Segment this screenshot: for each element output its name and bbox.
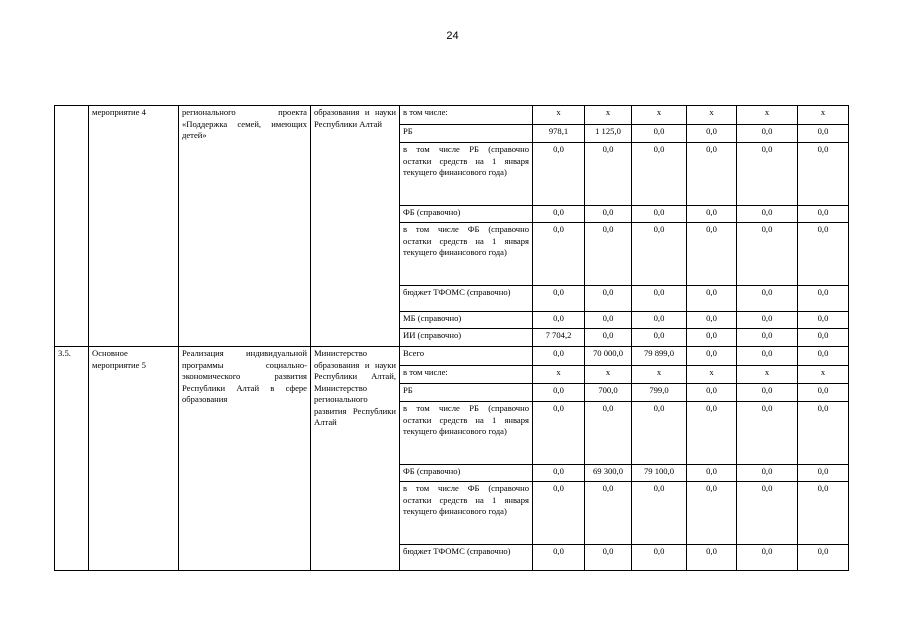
value-cell: 70 000,0 xyxy=(585,347,632,366)
page-number: 24 xyxy=(446,30,459,42)
value-cell: 0,0 xyxy=(585,545,632,571)
value-cell: 0,0 xyxy=(798,223,849,286)
value-cell: 978,1 xyxy=(533,125,585,143)
value-cell: 0,0 xyxy=(798,143,849,206)
value-cell: x xyxy=(632,106,687,125)
value-cell: 0,0 xyxy=(687,125,737,143)
value-cell: x xyxy=(737,366,798,384)
source-cell: в том числе: xyxy=(400,106,533,125)
value-cell: 0,0 xyxy=(687,286,737,312)
value-cell: 0,0 xyxy=(533,312,585,329)
value-cell: 0,0 xyxy=(737,402,798,465)
value-cell: 0,0 xyxy=(687,347,737,366)
source-cell: в том числе ФБ (справочно остатки средств на 1 января текущего финансового года) xyxy=(400,482,533,545)
value-cell: 0,0 xyxy=(798,465,849,482)
value-cell: 0,0 xyxy=(585,286,632,312)
value-cell: 0,0 xyxy=(798,347,849,366)
value-cell: 7 704,2 xyxy=(533,329,585,347)
value-cell: 0,0 xyxy=(798,384,849,402)
value-cell: 0,0 xyxy=(585,206,632,223)
source-cell: МБ (справочно) xyxy=(400,312,533,329)
table-row xyxy=(55,106,849,125)
value-cell: 0,0 xyxy=(798,329,849,347)
item-name: Основное мероприятие 5 xyxy=(89,347,179,571)
value-cell: 0,0 xyxy=(798,545,849,571)
value-cell: 0,0 xyxy=(687,223,737,286)
value-cell: 0,0 xyxy=(533,465,585,482)
value-cell: 0,0 xyxy=(798,206,849,223)
value-cell: 0,0 xyxy=(533,384,585,402)
value-cell: x xyxy=(687,106,737,125)
value-cell: x xyxy=(632,366,687,384)
value-cell: 0,0 xyxy=(585,143,632,206)
item-name: мероприятие 4 xyxy=(89,106,179,347)
value-cell: 0,0 xyxy=(737,329,798,347)
value-cell: 79 899,0 xyxy=(632,347,687,366)
source-cell: ФБ (справочно) xyxy=(400,465,533,482)
value-cell: x xyxy=(533,366,585,384)
value-cell: 0,0 xyxy=(737,545,798,571)
value-cell: 0,0 xyxy=(687,465,737,482)
value-cell: 0,0 xyxy=(798,312,849,329)
source-cell: РБ xyxy=(400,384,533,402)
value-cell: x xyxy=(798,106,849,125)
table-row xyxy=(55,347,849,366)
value-cell: 0,0 xyxy=(632,125,687,143)
table-body xyxy=(55,106,849,571)
value-cell: 0,0 xyxy=(632,143,687,206)
value-cell: 0,0 xyxy=(737,286,798,312)
value-cell: 0,0 xyxy=(798,482,849,545)
source-cell: Всего xyxy=(400,347,533,366)
value-cell: x xyxy=(585,106,632,125)
source-cell: в том числе: xyxy=(400,366,533,384)
value-cell: x xyxy=(687,366,737,384)
value-cell: x xyxy=(737,106,798,125)
source-cell: в том числе ФБ (справочно остатки средств на 1 января текущего финансового года) xyxy=(400,223,533,286)
value-cell: 0,0 xyxy=(533,286,585,312)
value-cell: 0,0 xyxy=(737,347,798,366)
value-cell: 0,0 xyxy=(687,482,737,545)
value-cell: 79 100,0 xyxy=(632,465,687,482)
value-cell: 0,0 xyxy=(737,206,798,223)
value-cell: x xyxy=(585,366,632,384)
value-cell: 0,0 xyxy=(585,312,632,329)
value-cell: 0,0 xyxy=(798,286,849,312)
value-cell: 0,0 xyxy=(632,329,687,347)
value-cell: 799,0 xyxy=(632,384,687,402)
value-cell: 0,0 xyxy=(585,402,632,465)
item-description: Реализация индивидуальной программы социально-экономического развития Республики Алтай в сфере образования xyxy=(179,347,311,571)
source-cell: ФБ (справочно) xyxy=(400,206,533,223)
value-cell: 0,0 xyxy=(687,206,737,223)
item-executor: образования и науки Республики Алтай xyxy=(311,106,400,347)
source-cell: в том числе РБ (справочно остатки средств на 1 января текущего финансового года) xyxy=(400,402,533,465)
value-cell: 0,0 xyxy=(687,143,737,206)
source-cell: ИИ (справочно) xyxy=(400,329,533,347)
value-cell: 0,0 xyxy=(632,206,687,223)
value-cell: 0,0 xyxy=(737,384,798,402)
value-cell: 0,0 xyxy=(632,482,687,545)
value-cell: 0,0 xyxy=(798,402,849,465)
value-cell: 0,0 xyxy=(798,125,849,143)
value-cell: 0,0 xyxy=(687,312,737,329)
value-cell: 0,0 xyxy=(632,402,687,465)
value-cell: 0,0 xyxy=(687,402,737,465)
item-executor: Министерство образования и науки Республики Алтай, Министерство регионального развития Республики Алтай xyxy=(311,347,400,571)
value-cell: 0,0 xyxy=(687,545,737,571)
value-cell: 0,0 xyxy=(533,482,585,545)
budget-table xyxy=(54,105,849,571)
value-cell: 0,0 xyxy=(737,482,798,545)
value-cell: 700,0 xyxy=(585,384,632,402)
value-cell: 0,0 xyxy=(533,347,585,366)
value-cell: 0,0 xyxy=(632,223,687,286)
value-cell: 0,0 xyxy=(533,545,585,571)
value-cell: 0,0 xyxy=(632,545,687,571)
value-cell: 0,0 xyxy=(632,286,687,312)
value-cell: 0,0 xyxy=(585,329,632,347)
source-cell: РБ xyxy=(400,125,533,143)
value-cell: 0,0 xyxy=(687,329,737,347)
value-cell: 0,0 xyxy=(533,143,585,206)
item-description: регионального проекта «Поддержка семей, имеющих детей» xyxy=(179,106,311,347)
value-cell: 0,0 xyxy=(585,482,632,545)
item-number xyxy=(55,106,89,347)
value-cell: 0,0 xyxy=(533,206,585,223)
source-cell: бюджет ТФОМС (справочно) xyxy=(400,286,533,312)
source-cell: бюджет ТФОМС (справочно) xyxy=(400,545,533,571)
value-cell: 69 300,0 xyxy=(585,465,632,482)
value-cell: x xyxy=(798,366,849,384)
value-cell: 0,0 xyxy=(737,143,798,206)
source-cell: в том числе РБ (справочно остатки средств на 1 января текущего финансового года) xyxy=(400,143,533,206)
value-cell: 0,0 xyxy=(737,223,798,286)
value-cell: 0,0 xyxy=(585,223,632,286)
item-number: 3.5. xyxy=(55,347,89,571)
value-cell: 1 125,0 xyxy=(585,125,632,143)
value-cell: 0,0 xyxy=(737,312,798,329)
value-cell: 0,0 xyxy=(533,402,585,465)
value-cell: 0,0 xyxy=(687,384,737,402)
value-cell: 0,0 xyxy=(632,312,687,329)
value-cell: 0,0 xyxy=(533,223,585,286)
value-cell: x xyxy=(533,106,585,125)
value-cell: 0,0 xyxy=(737,465,798,482)
value-cell: 0,0 xyxy=(737,125,798,143)
